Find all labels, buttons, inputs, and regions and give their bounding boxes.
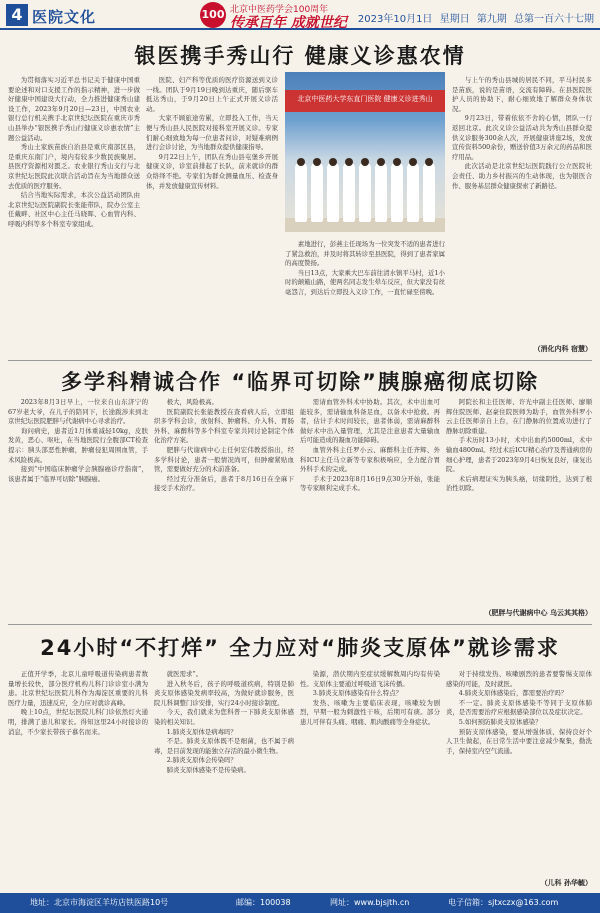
issue-weekday: 星期日	[439, 14, 470, 25]
article2-col1-p1: 2023年8月3日早上，一位来自山东济宁的67岁老大爷，在儿子的陪同下，长途跋涉来到北京世纪坛医院肥胖与代谢病中心寻求治疗。	[8, 398, 148, 426]
photo-head	[297, 158, 305, 166]
article2-col3-p2: 血管外科主任罗小云、麻醉科主任齐辉、外科ICU主任马立新等专家积极响应，全力配合胃外科手术的完成。	[300, 445, 440, 474]
article2-col2	[154, 398, 294, 616]
article2-col1-p3: 接到“中国临床肿瘤学会胰腺癌诊疗指南”，该患者属于“临界可切除”胰腺癌。	[8, 465, 148, 483]
article2-col2-p2: 医院副院长张能教授在查看病人后，立即组织多学科会诊，放射科、肿瘤科、介入科、胃肠外科、麻醉科等多个科室专家共同讨论制定个体化治疗方案。	[154, 407, 294, 445]
section-divider	[8, 624, 592, 625]
article1-byline: （消化内科 宿慧）	[533, 345, 592, 353]
footer-email: 电子信箱：sjtxczx@163.com	[448, 898, 559, 907]
footer-postcode: 邮编：100038	[236, 898, 291, 907]
article3-byline: （儿科 孙华毓）	[540, 879, 592, 887]
article2-col2-p4: 经过充分准备后，患者于8月16日在全麻下接受手术治疗。	[154, 474, 294, 493]
article3-col2-p5: 不是。肺炎支原体既不是细菌，也不属于病毒，是目前发现的能独立存活的最小微生物。	[154, 737, 294, 755]
photo-person	[423, 162, 435, 222]
photo-head	[377, 158, 385, 166]
article3-col4-p2: 4.肺炎支原体感染后，都需要治疗吗？	[458, 689, 568, 698]
photo-person	[343, 162, 355, 222]
photo-head	[329, 158, 337, 166]
article3-col2-p7: 肺炎支原体感染不是传染病。	[166, 765, 250, 774]
article3-col4-p1: 对于持续发热、咳嗽剧烈的患者要警惕支原体感染的可能，及时就医。	[446, 670, 592, 688]
article2-title: 多学科精诚合作 “临界可切除”胰腺癌彻底切除	[61, 370, 539, 394]
article3-col2-p2: 进入秋冬后，孩子的呼吸道疾病，特别是肺炎支原体感染发病率较高，为做好就诊服务，医院儿科调整门诊安排，实行24小时接诊制度。	[154, 679, 294, 707]
issue-number: 第九期	[476, 14, 507, 25]
section-divider	[8, 360, 592, 361]
photo-person	[359, 162, 371, 222]
photo-head	[313, 158, 321, 166]
article2-col3-p3: 手术于2023年8月16日9点30分开始，张能等专家顺利完成手术。	[300, 474, 440, 493]
photo-head	[393, 158, 401, 166]
article2-col4-p2: 手术历时13小时，术中出血约5000ml，术中输血4800ml。经过术后ICU精心治疗及普通病房的细心护理，患者于2023年9月4日恢复良好，康复出院。	[446, 436, 592, 474]
volunteer-group-photo	[285, 72, 445, 232]
article3-col2-p6: 2.肺炎支原体会传染吗？	[166, 756, 237, 765]
article3-col2-p1: 就医需求”。	[166, 670, 203, 678]
anniversary-slogan: 传承百年 成就世纪	[230, 15, 347, 31]
article1-col4-p1: 与上午的秀山县城的居民不同，平马村民多是苗族，说的是苗语，交流有障碍。在县医院医护人员的协助下，耐心细致地了解群众身体状况。	[452, 76, 592, 113]
anniversary-subtitle: 北京中医药学会100周年	[230, 5, 329, 15]
article1-col1-p1: 为贯彻落实习近平总书记关于健康中国重要论述和对口支援工作的指示精神，进一步做好健康中国建设大行动，全力推进健康秀山建设工作，2023年9月20日—23日，中国农业银行总行机关携手北京世纪坛医院在重庆市秀山县举办“银医携手秀山行健康义诊惠农情”主题公益活动。	[8, 76, 140, 142]
article3-col4-p3: 不一定。肺炎支原体感染不等同于支原体肺炎，是否需要治疗应根据感染部位以及症状决定。	[446, 698, 592, 717]
article1-col2-p3: 9月22日上午，团队在秀山县屯堡乡开展健康义诊，诊室前排起了长队，前来就诊的群众络绎不绝。专家们为群众测量血压、检查身体，并发放健康宣传材料。	[146, 152, 278, 190]
article1-col2-p1: 医院、妇产科等优质的医疗资源送到义诊一线。团队于9月19日晚到达重庆，随后驱车抵达秀山，于9月20日上午正式开展义诊活动。	[146, 76, 278, 113]
section-title: 医院文化	[32, 8, 97, 26]
article3-col1-p2: 晚上10点，世纪坛医院儿科门诊依然灯火通明，排满了患儿和家长。得知这里24小时接诊的消息，不少家长带孩子慕名而来。	[8, 708, 148, 736]
photo-banner-text: 北京中医药大学东直门医院 健康义诊进秀山	[297, 95, 433, 103]
masthead	[0, 0, 600, 30]
article1-col1-p2: 秀山土家族苗族自治县是重庆南部区县，是重庆东南门户，境内有较多少数民族聚居。县医疗资源相对匮乏。农业银行秀山支行与北京世纪坛医院此次联合活动旨在为当地群众送去优质的医疗服务。	[8, 143, 140, 190]
photo-head	[425, 158, 433, 166]
article2-byline: （肥胖与代谢病中心 乌云其其格）	[484, 609, 592, 617]
article2-col2-p3: 肥胖与代谢病中心主任何宏伟教授指出，经多学科讨论，患者一般情况尚可，但肿瘤紧贴血管，需要做好充分的术前准备。	[154, 445, 294, 474]
article2-col3	[300, 398, 440, 616]
article1-title: 银医携手秀山行 健康义诊惠农情	[134, 44, 466, 68]
photo-person	[311, 162, 323, 222]
anniversary-logo: 100	[200, 2, 226, 28]
footer-address: 地址：北京市海淀区羊坊店铁医路10号	[30, 898, 169, 907]
article3-col4-p4: 5.如何预防肺炎支原体感染？	[458, 717, 542, 726]
article3-col3-p1: 染源，潜伏期内至症状缓解数周内均有传染性。支原体主要通过呼吸道飞沫传播。	[300, 670, 440, 688]
article3-col3	[300, 670, 440, 888]
article3-title: 24小时“不打烊” 全力应对“肺炎支原体”就诊需求	[40, 636, 560, 660]
article1-col2-p2: 大家不顾旅途劳累，立即投入工作，当天便与秀山县人民医院对接科室开展义诊。专家们耐心细致地为每一位患者问诊，对疑难病例进行会诊讨论，为当地群众提供健康指导。	[146, 114, 278, 152]
article1-col4-p2: 9月23日，带着依依不舍的心情，团队一行返回北京。此次义诊公益活动共为秀山县群众提供义诊服务300余人次，开展健康讲座2场，发放宣传资料500余份，赠送价值3万余元的药品和医疗用品。	[452, 114, 592, 161]
photo-head	[361, 158, 369, 166]
article1-col3-p1: 素地进行，彭燕主任现场为一位突发不适的患者进行了紧急救治，并及时将其转诊至县医院，得到了患者家属的高度赞扬。	[285, 240, 445, 268]
page-footer	[0, 893, 600, 913]
article2-col1-p2: 询问病史，患者近1月体重减轻10kg，皮肤发黄，恶心、呕吐，在当地医院行全腹部CT检查提示：胰头部恶性肿瘤，肿瘤侵犯周围血管，手术风险极高。	[8, 426, 148, 464]
issue-total: 总第一百六十七期	[514, 14, 594, 25]
article3-col1	[8, 670, 148, 888]
article3-col4	[446, 670, 592, 876]
photo-person	[391, 162, 403, 222]
article1-col1-p3: 结合当地实际需求，本次公益活动团队由北京世纪坛医院副院长张能带队，院办公室主任戴畔、社区中心主任马晓晖、心血管内科、呼吸内科等多个科室专家组成。	[8, 191, 140, 228]
article2-col1	[8, 398, 148, 616]
article3-col1-p1: 正值开学季，北京儿童呼吸道传染病患者数量增长较快，部分医疗机构儿科门诊诊室小满为患。北京世纪坛医院儿科作为海淀区重要的儿科医疗力量，迅速反应，全力应对就诊高峰。	[8, 670, 148, 707]
photo-person	[327, 162, 339, 222]
article3-col3-p2: 3.肺炎支原体感染有什么特点？	[312, 689, 402, 698]
photo-person	[375, 162, 387, 222]
article1-col2	[146, 76, 278, 352]
article1-col3-p2: 当日13点，大家乘大巴车前往清水镇平马村，近1小时的颠簸山路，使两名同志发生晕车反应，但大家没有丝毫怨言，到达后立即投入义诊工作，一直忙碌至傍晚。	[285, 268, 445, 296]
photo-person	[407, 162, 419, 222]
article1-col4-p3: 此次活动是北京世纪坛医院践行公立医院社会责任、助力乡村振兴的生动体现，也为银医合作、服务基层群众健康探索了新路径。	[452, 162, 592, 190]
article1-col4	[452, 76, 592, 342]
article1-col1	[8, 76, 140, 352]
article2-col4-p3: 术后病理证实为胰头癌，切缘阴性，达到了根治性切除。	[446, 474, 592, 493]
article1-col3	[285, 240, 445, 352]
article3-col4-p5: 预防支原体感染，要从增强体质、保持良好个人卫生做起，在日常生活中要注意减少聚集，勤洗手，保持室内空气流通。	[446, 727, 592, 755]
photo-head	[345, 158, 353, 166]
article3-col2	[154, 670, 294, 888]
footer-website: 网址：www.bjsjth.cn	[330, 898, 410, 907]
photo-person	[295, 162, 307, 222]
article2-col3-p1: 需请血管外科术中协助。其次，术中出血可能较多，需请输血科备足血，以备术中抢救。再者，估计手术时间较长，患者体弱，需请麻醉科做好术中出入量管理，尤其是注意患者大量输血后可能造成的凝血功能障碍。	[300, 398, 440, 445]
issue-info	[354, 10, 594, 25]
issue-date: 2023年10月1日	[357, 14, 433, 25]
article2-col4-p1: 阿院长和主任医师、许光中副主任医师、廖顺辉住院医师、赵豪住院医师为助手，血管外科罗小云主任医师亲自上台，在门静脉的位置成功进行了静脉切除重建。	[446, 398, 592, 435]
photo-head	[409, 158, 417, 166]
article2-col4	[446, 398, 592, 606]
article3-col2-p3: 今天，我们就来为您科普一下肺炎支原体感染的相关知识。	[154, 708, 294, 726]
article3-col2-p4: 1.肺炎支原体是病毒吗？	[166, 727, 237, 736]
page-number: 4	[6, 4, 28, 26]
article3-col3-p3: 发热、咳嗽为主要临床表现，咳嗽较为剧烈，早期一般为刺激性干咳，后期可有痰。部分患儿可伴有头痛、咽痛、肌肉酸痛等全身症状。	[300, 698, 440, 726]
article2-col2-p1: 极大，风险极高。	[166, 398, 218, 406]
